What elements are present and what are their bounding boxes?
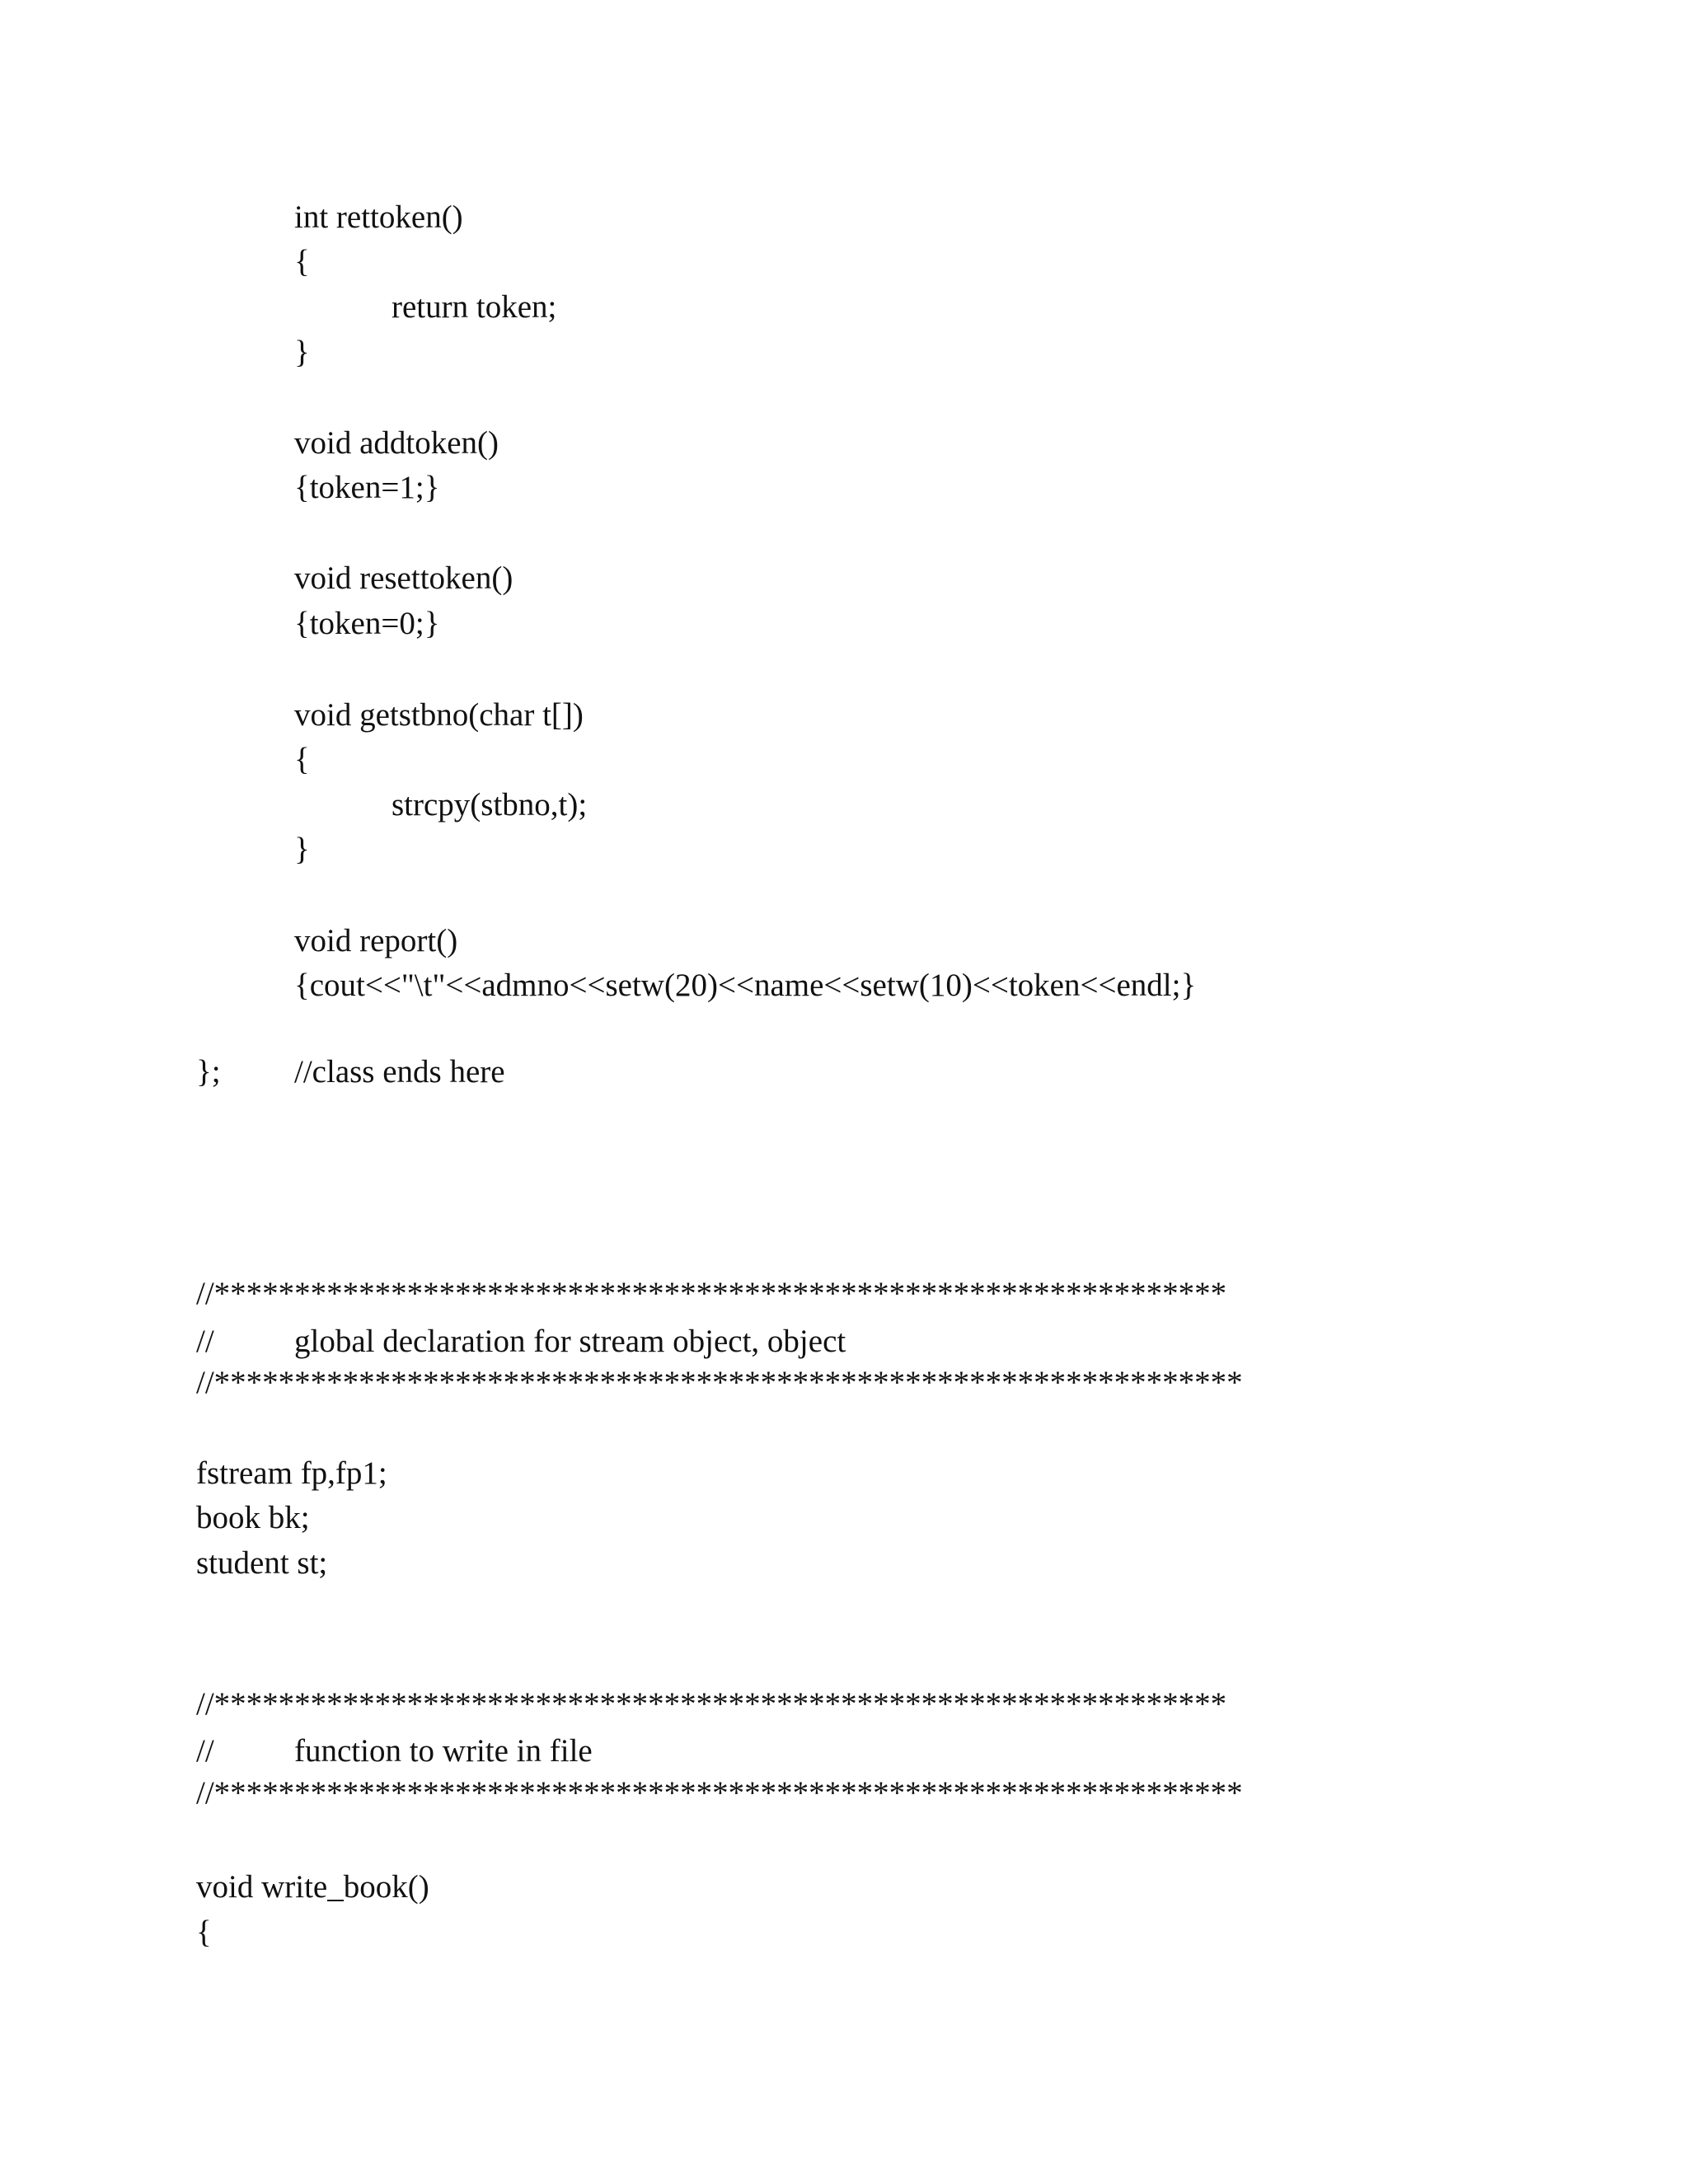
code-line-write-book-signature: void write_book() <box>196 1869 429 1905</box>
code-line-strcpy: strcpy(stbno,t); <box>392 787 588 823</box>
comment-rule-bottom: //**************************************************************** <box>196 1365 1243 1400</box>
code-line-report-signature: void report() <box>294 923 458 958</box>
code-line-resettoken-body: {token=0;} <box>294 606 440 641</box>
code-line-return-token: return token; <box>392 289 557 325</box>
comment-rule-bottom: //**************************************************************** <box>196 1775 1243 1811</box>
comment-rule-top: //*************************************************************** <box>196 1276 1227 1311</box>
code-line-resettoken-signature: void resettoken() <box>294 560 513 596</box>
comment-prefix: // <box>196 1733 214 1769</box>
code-line-addtoken-body: {token=1;} <box>294 470 440 505</box>
code-line-student-decl: student st; <box>196 1545 328 1581</box>
code-line-close-brace: } <box>294 832 310 867</box>
code-line-class-end: }; <box>196 1054 221 1090</box>
code-line-fstream-decl: fstream fp,fp1; <box>196 1455 387 1491</box>
code-line-open-brace: { <box>196 1915 212 1950</box>
section-comment-global-declaration: global declaration for stream object, object <box>294 1324 846 1359</box>
code-line-addtoken-signature: void addtoken() <box>294 425 499 461</box>
code-line-open-brace: { <box>294 742 310 777</box>
comment-rule-top: //*************************************************************** <box>196 1686 1227 1722</box>
code-line-report-body: {cout<<"\t"<<admno<<setw(20)<<name<<setw(10)<<token<<endl;} <box>294 968 1197 1003</box>
code-line-close-brace: } <box>294 335 310 370</box>
code-line-book-decl: book bk; <box>196 1500 310 1535</box>
code-line-open-brace: { <box>294 244 310 279</box>
comment-prefix: // <box>196 1324 214 1359</box>
section-comment-write-function: function to write in file <box>294 1733 593 1769</box>
code-comment-class-ends: //class ends here <box>294 1054 505 1090</box>
code-line-getstbno-signature: void getstbno(char t[]) <box>294 697 584 733</box>
code-line-rettoken-signature: int rettoken() <box>294 199 463 235</box>
